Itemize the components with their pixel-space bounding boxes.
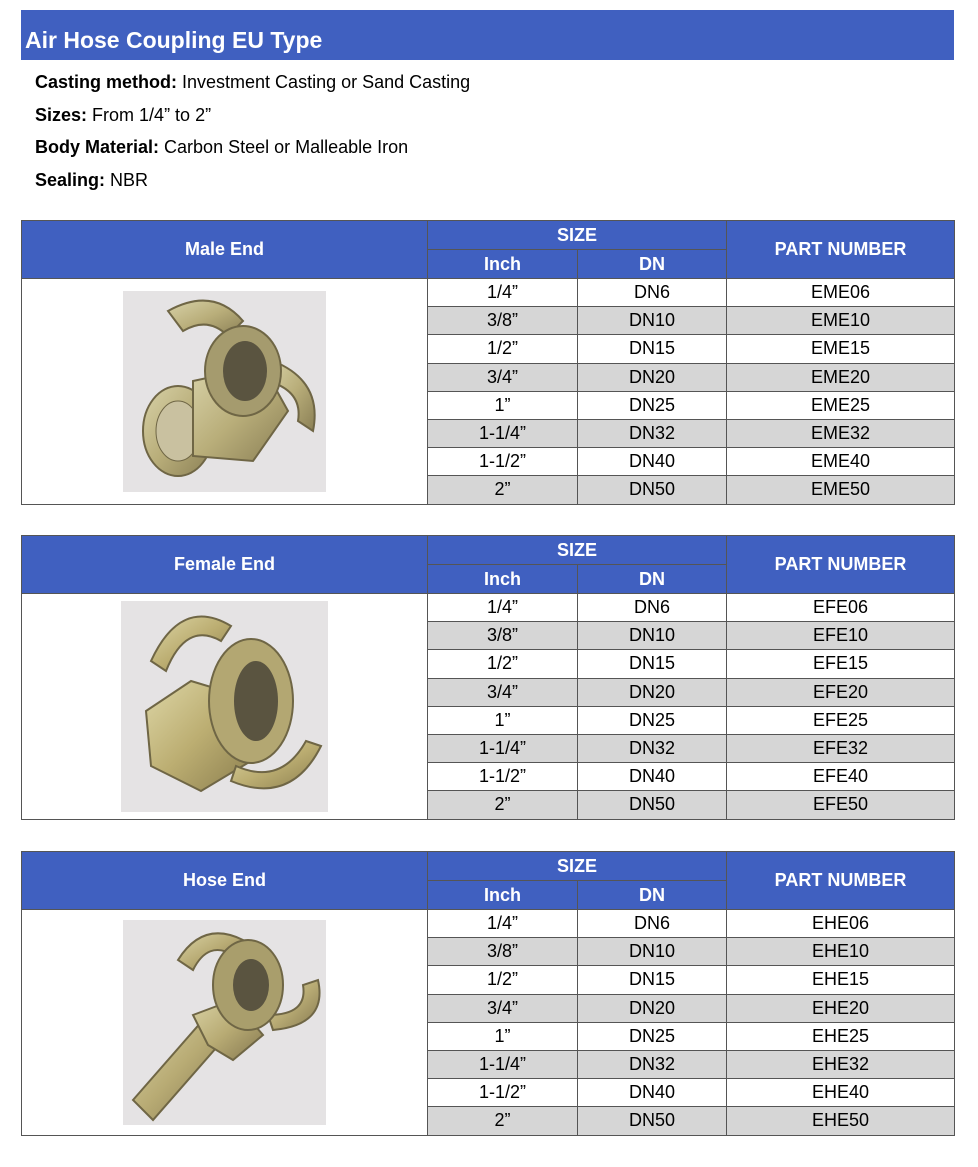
- inch-cell: 1/2”: [428, 966, 578, 994]
- dn-cell: DN25: [578, 706, 727, 734]
- inch-header: Inch: [428, 250, 578, 279]
- inch-cell: 2”: [428, 1107, 578, 1135]
- part-number-cell: EFE06: [727, 594, 955, 622]
- product-photo-cell: [22, 279, 428, 505]
- dn-cell: DN32: [578, 734, 727, 762]
- inch-cell: 1”: [428, 1022, 578, 1050]
- inch-cell: 2”: [428, 476, 578, 504]
- inch-cell: 1-1/2”: [428, 448, 578, 476]
- dn-cell: DN6: [578, 594, 727, 622]
- inch-cell: 3/4”: [428, 678, 578, 706]
- inch-cell: 3/8”: [428, 622, 578, 650]
- size-header: SIZE: [428, 221, 727, 250]
- dn-cell: DN40: [578, 1079, 727, 1107]
- inch-cell: 1/4”: [428, 279, 578, 307]
- inch-cell: 1-1/4”: [428, 419, 578, 447]
- inch-cell: 3/4”: [428, 994, 578, 1022]
- inch-cell: 3/4”: [428, 363, 578, 391]
- dn-cell: DN20: [578, 363, 727, 391]
- table-product-name: Hose End: [22, 852, 428, 910]
- part-number-cell: EHE32: [727, 1050, 955, 1078]
- product-table-hose-end: [21, 851, 955, 1136]
- part-number-cell: EME32: [727, 419, 955, 447]
- part-number-cell: EME40: [727, 448, 955, 476]
- table-product-name: Male End: [22, 221, 428, 279]
- part-number-cell: EME50: [727, 476, 955, 504]
- dn-cell: DN20: [578, 678, 727, 706]
- part-number-cell: EME25: [727, 391, 955, 419]
- inch-cell: 1”: [428, 706, 578, 734]
- part-number-cell: EHE20: [727, 994, 955, 1022]
- spec-list: [35, 66, 470, 196]
- dn-cell: DN6: [578, 910, 727, 938]
- part-number-cell: EME15: [727, 335, 955, 363]
- dn-header: DN: [578, 565, 727, 594]
- dn-cell: DN25: [578, 391, 727, 419]
- part-number-cell: EME10: [727, 307, 955, 335]
- part-number-cell: EFE40: [727, 763, 955, 791]
- dn-cell: DN32: [578, 419, 727, 447]
- spec-sealing: [35, 164, 470, 197]
- dn-cell: DN40: [578, 763, 727, 791]
- dn-cell: DN20: [578, 994, 727, 1022]
- spec-label: Sealing:: [35, 169, 106, 190]
- part-number-cell: EME20: [727, 363, 955, 391]
- dn-cell: DN50: [578, 476, 727, 504]
- inch-cell: 1/2”: [428, 335, 578, 363]
- dn-cell: DN50: [578, 791, 727, 819]
- dn-cell: DN40: [578, 448, 727, 476]
- part-number-cell: EHE10: [727, 938, 955, 966]
- table-product-name: Female End: [22, 536, 428, 594]
- inch-cell: 1/4”: [428, 910, 578, 938]
- dn-header: DN: [578, 881, 727, 910]
- part-number-cell: EFE25: [727, 706, 955, 734]
- spec-casting-method: [35, 66, 470, 99]
- product-photo-cell: [22, 594, 428, 820]
- dn-cell: DN10: [578, 307, 727, 335]
- spec-body-material: [35, 131, 470, 164]
- dn-cell: DN32: [578, 1050, 727, 1078]
- male-end-coupling-photo: [123, 291, 326, 492]
- part-number-cell: EHE15: [727, 966, 955, 994]
- spec-label: Casting method:: [35, 72, 177, 92]
- inch-cell: 1/4”: [428, 594, 578, 622]
- dn-cell: DN15: [578, 966, 727, 994]
- part-number-cell: EME06: [727, 279, 955, 307]
- dn-cell: DN15: [578, 335, 727, 363]
- inch-cell: 1-1/4”: [428, 734, 578, 762]
- spec-value: From 1/4” to 2”: [92, 104, 212, 125]
- inch-cell: 1-1/2”: [428, 763, 578, 791]
- dn-cell: DN10: [578, 622, 727, 650]
- inch-cell: 3/8”: [428, 938, 578, 966]
- dn-cell: DN10: [578, 938, 727, 966]
- part-number-cell: EHE25: [727, 1022, 955, 1050]
- table-row: [22, 594, 955, 622]
- spec-sizes: [35, 99, 470, 132]
- part-number-header: PART NUMBER: [727, 221, 955, 279]
- part-number-cell: EFE10: [727, 622, 955, 650]
- inch-header: Inch: [428, 881, 578, 910]
- inch-cell: 1-1/2”: [428, 1079, 578, 1107]
- inch-header: Inch: [428, 565, 578, 594]
- hose-end-coupling-photo: [123, 920, 326, 1125]
- part-number-cell: EFE32: [727, 734, 955, 762]
- spec-value: Carbon Steel or Malleable Iron: [164, 137, 409, 157]
- product-photo-cell: [22, 910, 428, 1136]
- dn-cell: DN6: [578, 279, 727, 307]
- size-header: SIZE: [428, 536, 727, 565]
- part-number-cell: EHE06: [727, 910, 955, 938]
- female-end-coupling-photo: [121, 601, 328, 812]
- part-number-cell: EFE15: [727, 650, 955, 678]
- page-title: Air Hose Coupling EU Type: [21, 10, 954, 60]
- product-table-female-end: [21, 535, 955, 820]
- spec-label: Sizes:: [35, 104, 88, 125]
- inch-cell: 2”: [428, 791, 578, 819]
- dn-header: DN: [578, 250, 727, 279]
- inch-cell: 1-1/4”: [428, 1050, 578, 1078]
- spec-value: NBR: [110, 169, 149, 190]
- dn-cell: DN50: [578, 1107, 727, 1135]
- part-number-header: PART NUMBER: [727, 536, 955, 594]
- spec-label: Body Material:: [35, 137, 160, 157]
- inch-cell: 3/8”: [428, 307, 578, 335]
- inch-cell: 1/2”: [428, 650, 578, 678]
- table-row: [22, 279, 955, 307]
- table-row: [22, 910, 955, 938]
- part-number-cell: EFE20: [727, 678, 955, 706]
- dn-cell: DN25: [578, 1022, 727, 1050]
- dn-cell: DN15: [578, 650, 727, 678]
- part-number-header: PART NUMBER: [727, 852, 955, 910]
- size-header: SIZE: [428, 852, 727, 881]
- part-number-cell: EHE40: [727, 1079, 955, 1107]
- product-table-male-end: [21, 220, 955, 505]
- inch-cell: 1”: [428, 391, 578, 419]
- part-number-cell: EFE50: [727, 791, 955, 819]
- part-number-cell: EHE50: [727, 1107, 955, 1135]
- spec-value: Investment Casting or Sand Casting: [182, 72, 471, 92]
